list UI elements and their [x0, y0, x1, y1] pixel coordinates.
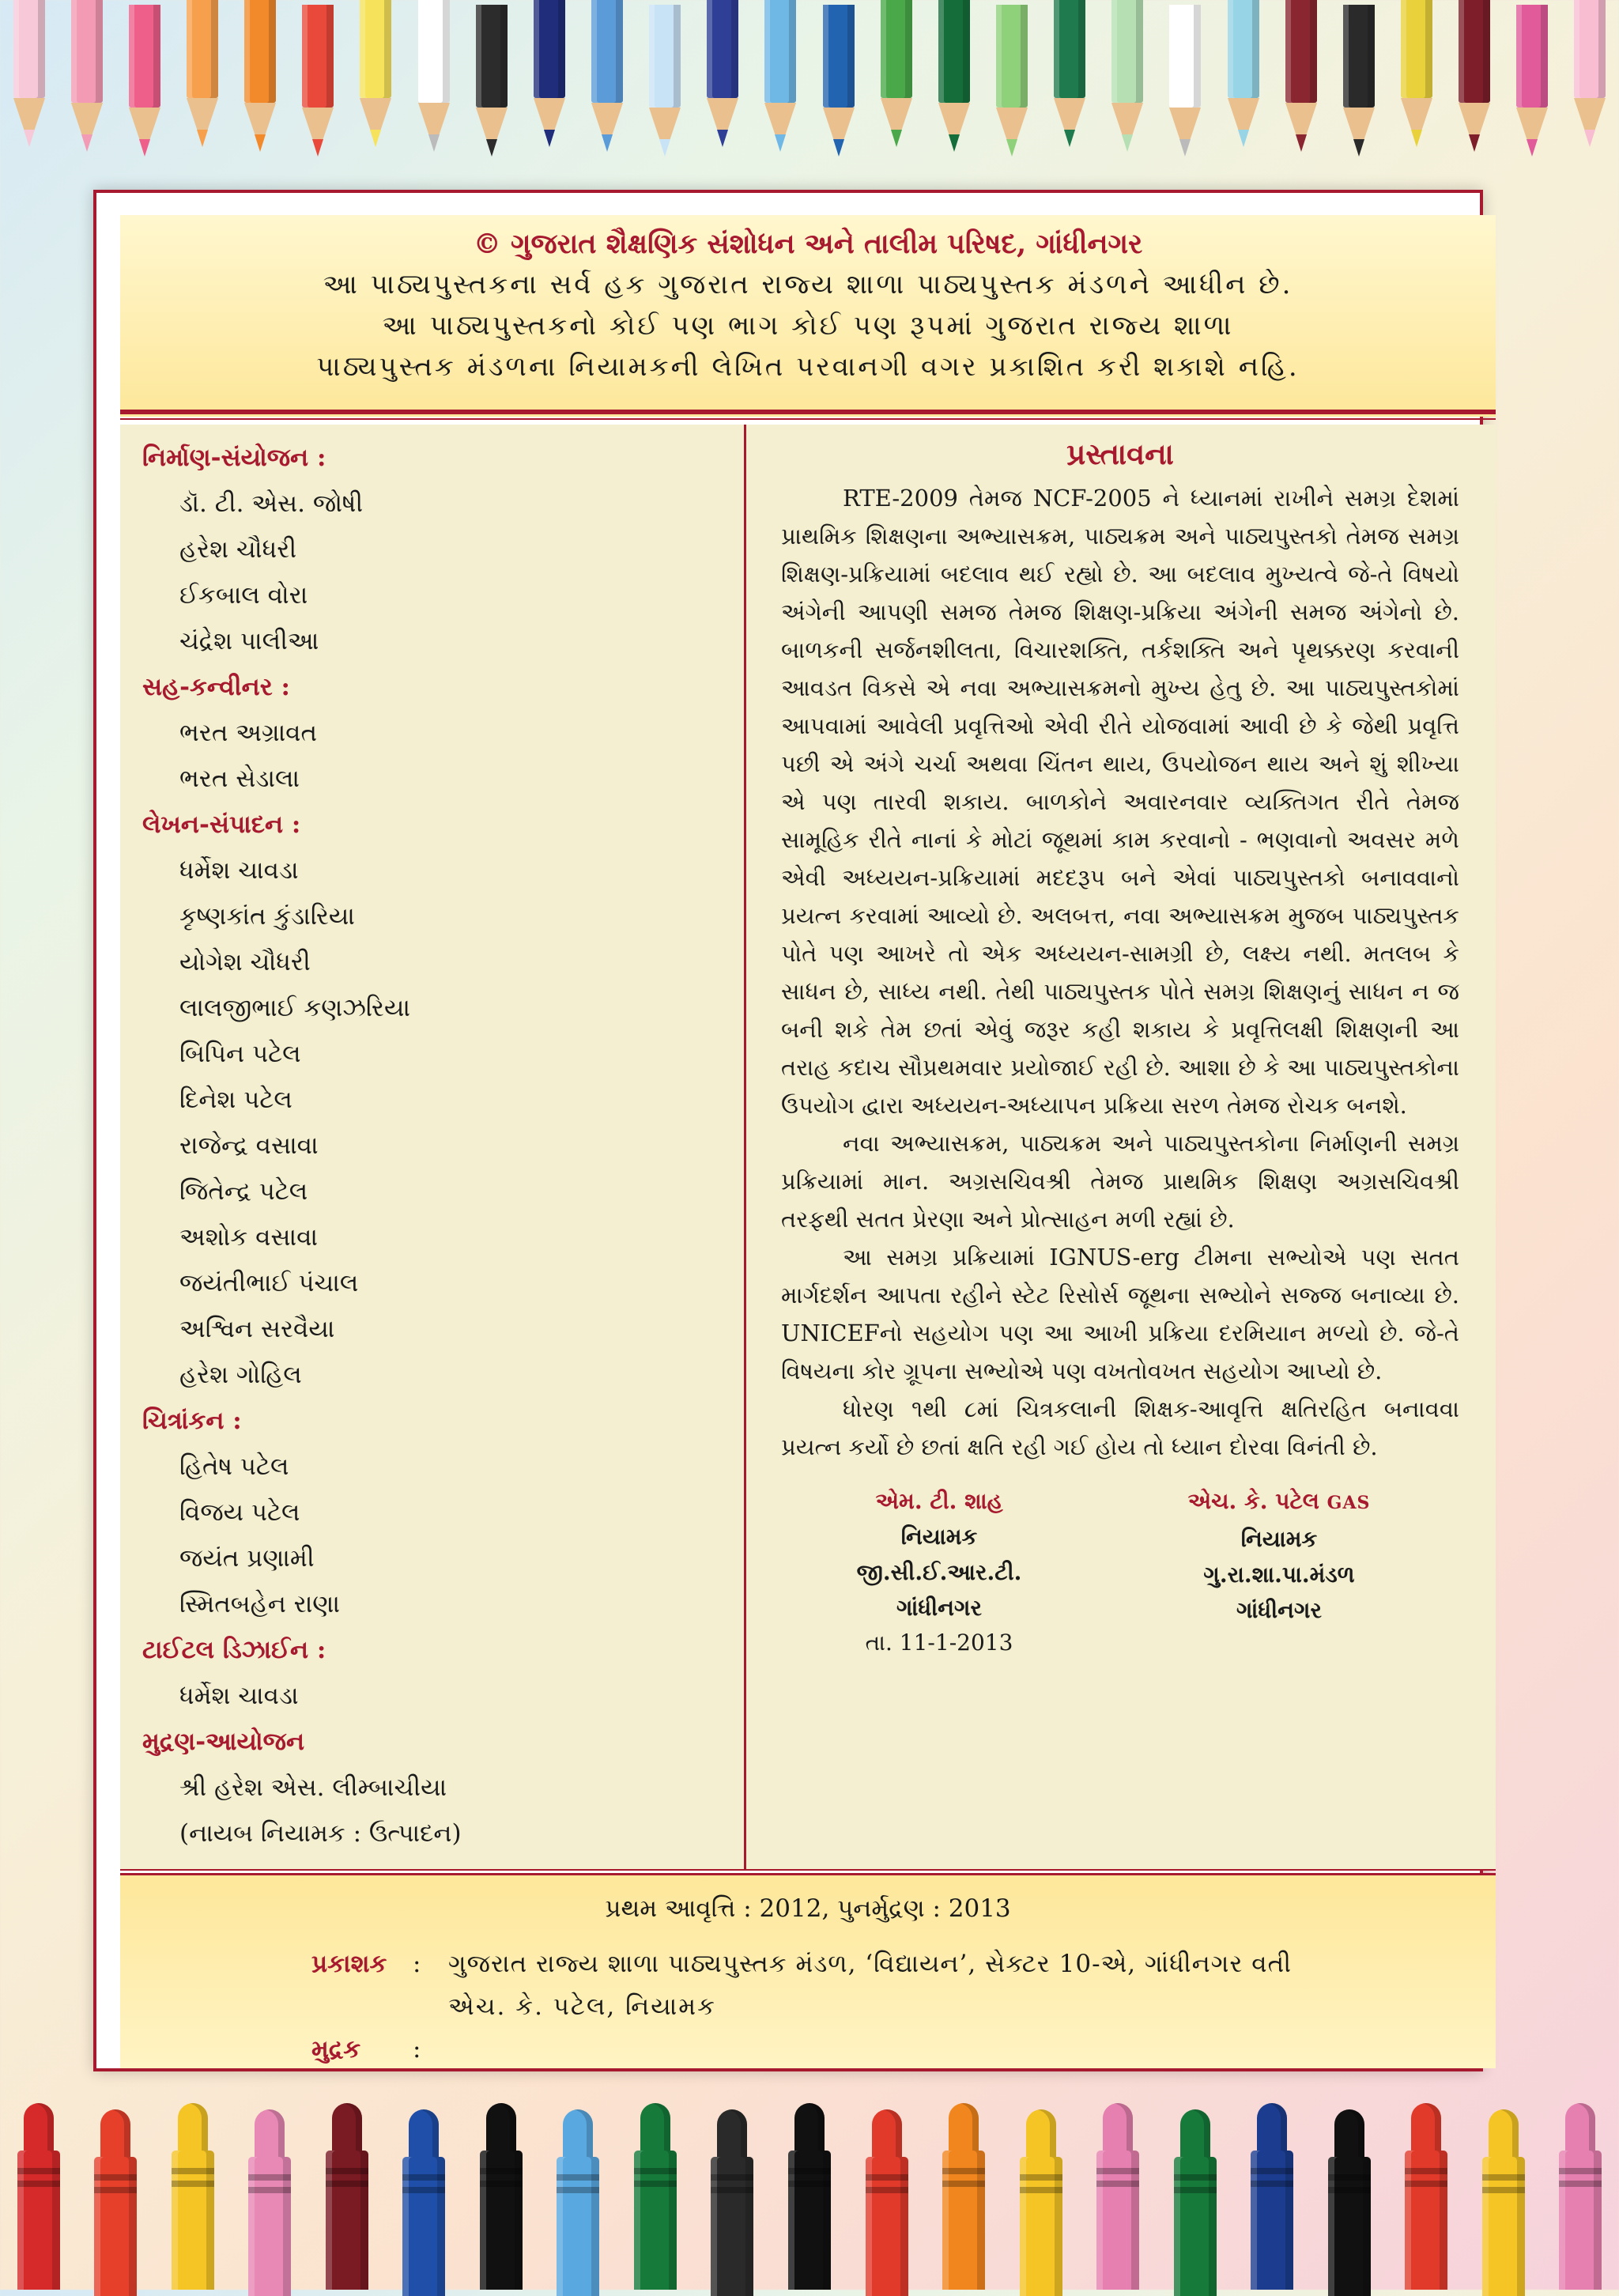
credit-name: ધર્મેશ ચાવડા: [179, 856, 299, 885]
preface-paragraph: આ સમગ્ર પ્રક્રિયામાં IGNUS-erg ટીમના સભ્યોએ પણ સતત માર્ગદર્શન આપતા રહીને સ્ટેટ રિસોર્સ જૂથના સભ્યોને સજ્જ બનાવ્યા છે. UNICEFનો સહયોગ પણ આ આખી પ્રક્રિયા દરમિયાન મળ્યો છે. જે-તે વિષયના કોર ગ્રૂપના સભ્યોએ પણ વખતોવખત સહયોગ આપ્યો છે.: [781, 1244, 1459, 1384]
crayon-tip: [178, 2103, 208, 2152]
signatory-suffix: GAS: [1327, 1493, 1371, 1513]
crayon-band: [942, 2181, 985, 2187]
crayon-tip: [409, 2109, 439, 2158]
crayon-band: [1405, 2181, 1447, 2187]
copyright-header: [120, 215, 1496, 417]
crayon-band: [1251, 2168, 1293, 2174]
pencil-icon: [13, 0, 45, 157]
pencil-shaft: [1516, 5, 1548, 108]
pencil-icon: [707, 0, 738, 157]
column-divider: [744, 425, 746, 1869]
pencil-tip: [1064, 130, 1075, 147]
pencil-shaft: [129, 5, 160, 108]
publisher-colon: :: [413, 1950, 421, 1978]
crayon-band: [94, 2187, 137, 2193]
crayon-band: [1405, 2168, 1447, 2174]
pencil-icon: [129, 5, 160, 167]
pencil-shaft: [707, 0, 738, 98]
pencil-tip: [659, 139, 670, 157]
crayon-band: [788, 2181, 831, 2187]
crayon-tip: [872, 2109, 902, 2158]
crayon-band: [326, 2168, 368, 2174]
credit-section-heading: લેખન-સંપાદન :: [142, 810, 301, 839]
crayon-band: [634, 2181, 677, 2187]
credit-name: જિતેન્દ્ર પટેલ: [179, 1177, 308, 1206]
pencil-icon: [418, 0, 450, 162]
crayon-icon: [17, 2103, 60, 2290]
preface-paragraph: ધોરણ ૧થી ૮માં ચિત્રકલાની શિક્ષક-આવૃત્તિ ક્ષતિરહિત બનાવવા પ્રયત્ન કર્યો છે છતાં ક્ષતિ રહી ગઈ હોય તો ધ્યાન દોરવા વિનંતી છે.: [781, 1395, 1459, 1460]
crayon-tip: [100, 2109, 130, 2158]
publisher-text: ગુજરાત રાજ્ય શાળા પાઠ્યપુસ્તક મંડળ, ‘વિદ્યાયન’, સેક્ટર 10-એ, ગાંધીનગર વતી: [448, 1950, 1293, 1978]
pencil-tip: [370, 130, 381, 147]
crayon-tip: [332, 2103, 362, 2152]
crayon-icon: [557, 2109, 599, 2296]
pencil-tip: [1238, 130, 1249, 147]
crayon-band: [711, 2174, 753, 2181]
credit-name: શ્રી હરેશ એસ. લીમ્બાચીયા: [179, 1773, 447, 1802]
pencil-shaft: [1054, 0, 1085, 98]
pencil-shaft: [360, 0, 391, 98]
credit-name: અશોક વસાવા: [179, 1223, 319, 1252]
pencil-tip: [139, 139, 150, 157]
signatures: [781, 1483, 1459, 1657]
crayon-icon: [1328, 2109, 1371, 2296]
publisher-text-line2: એચ. કે. પટેલ, નિયામક: [448, 1992, 716, 2021]
crayon-icon: [1405, 2103, 1447, 2290]
credit-name: ભરત સેડાલા: [179, 765, 300, 793]
pencil-icon: [1111, 0, 1143, 162]
credit-name: હરેશ ચૌધરી: [179, 535, 297, 564]
pencil-shaft: [1459, 0, 1490, 103]
crayon-icon: [711, 2109, 753, 2296]
copyright-line: પાઠ્યપુસ્તક મંડળના નિયામકની લેખિત પરવાનગી વગર પ્રકાશિત કરી શકાશે નહિ.: [316, 351, 1300, 383]
pencil-icon: [1228, 0, 1259, 157]
crayon-icon: [172, 2103, 214, 2290]
crayon-band: [1174, 2187, 1217, 2193]
signatory-name: એચ. કે. પટેલ GAS: [1187, 1488, 1371, 1514]
pencil-icon: [1459, 0, 1490, 162]
pencil-tip: [775, 134, 786, 152]
pencil-tip: [197, 130, 208, 147]
crayon-band: [402, 2187, 445, 2193]
crayon-band: [1482, 2187, 1525, 2193]
crayon-icon: [94, 2109, 137, 2296]
crayon-icon: [402, 2109, 445, 2296]
crayon-tip: [949, 2103, 979, 2152]
credit-name: દિનેશ પટેલ: [179, 1086, 292, 1114]
pencil-icon: [534, 0, 565, 157]
pencil-shaft: [1574, 0, 1606, 98]
pencil-tip: [312, 139, 323, 157]
pencil-shaft: [1228, 0, 1259, 98]
credit-name: હિતેષ પટેલ: [179, 1452, 289, 1481]
pencil-shaft: [13, 0, 45, 98]
pencil-shaft: [244, 0, 276, 103]
preface-paragraph: RTE-2009 તેમજ NCF-2005 ને ધ્યાનમાં રાખીને સમગ્ર દેશમાં પ્રાથમિક શિક્ષણના અભ્યાસક્રમ, પાઠ્યક્રમ અને પાઠ્યપુસ્તકો તેમજ સમગ્ર શિક્ષણ-પ્રક્રિયામાં બદલાવ થઈ રહ્યો છે. આ બદલાવ મુખ્યત્વે જે-તે વિષયો અંગેની આપણી સમજ તેમજ શિક્ષણ-પ્રક્રિયા અંગેની સમજ અંગેનો છે. બાળકની સર્જનશીલતા, વિચારશક્તિ, તર્કશક્તિ અને પૃથક્કરણ કરવાની આવડત વિકસે એ નવા અભ્યાસક્રમનો મુખ્ય હેતુ છે. આ પાઠ્યપુસ્તકોમાં આપવામાં આવેલી પ્રવૃત્તિઓ એવી રીતે યોજવામાં આવી છે કે જેથી પ્રવૃત્તિ પછી એ અંગે ચર્ચા અથવા ચિંતન થાય, ઉપયોજન થાય અને શું શીખ્યા એ પણ તારવી શકાય. બાળકોને અવારનવાર વ્યક્તિગત રીતે તેમજ સામૂહિક રીતે નાનાં કે મોટાં જૂથમાં કામ કરવાનો - ભણવાનો અવસર મળે એવી અધ્યયન-પ્રક્રિયામાં મદદરૂપ બને એવાં પાઠ્યપુસ્તકો બનાવવાનો પ્રયત્ન કરવામાં આવ્યો છે. અલબત્ત, નવા અભ્યાસક્રમ મુજબ પાઠ્યપુસ્તક પોતે પણ આખરે તો એક અધ્યયન-સામગ્રી છે, લક્ષ્ય નથી. મતલબ કે સાધન છે, સાધ્ય નથી. તેથી પાઠ્યપુસ્તક પોતે સમગ્ર શિક્ષણનું સાધન ન જ બની શકે તેમ છતાં એવું જરૂર કહી શકાય કે પ્રવૃત્તિલક્ષી શિક્ષણની આ તરાહ કદાચ સૌપ્રથમવાર પ્રયોજાઈ રહી છે. આશા છે કે આ પાઠ્યપુસ્તકોના ઉપયોગ દ્વારા અધ્યયન-અધ્યાપન પ્રક્રિયા સરળ તેમજ રોચક બનશે.: [781, 485, 1459, 1119]
signatory-role: નિયામક: [1240, 1526, 1318, 1552]
crayon-tip: [794, 2103, 825, 2152]
crayon-tip: [1103, 2103, 1133, 2152]
pencil-icon: [996, 5, 1028, 167]
crayon-icon: [1251, 2103, 1293, 2290]
pencil-tip: [717, 130, 728, 147]
pencil-shaft: [1401, 0, 1432, 98]
copyright-line: આ પાઠ્યપુસ્તકના સર્વ હક ગુજરાત રાજ્ય શાળા પાઠ્યપુસ્તક મંડળને આધીન છે.: [323, 269, 1293, 300]
crayon-tip: [255, 2109, 285, 2158]
pencil-tip: [1584, 130, 1595, 147]
preface-title: પ્રસ્તાવના: [1066, 436, 1174, 471]
pencil-shaft: [187, 0, 218, 98]
crayon-band: [1251, 2181, 1293, 2187]
crayon-band: [866, 2174, 908, 2181]
crayon-band: [557, 2187, 599, 2193]
signatory-org: જી.સી.ઈ.આર.ટી.: [856, 1559, 1022, 1585]
crayon-band: [788, 2168, 831, 2174]
pencil-icon: [1169, 5, 1201, 167]
printer-colon: :: [413, 2035, 421, 2064]
pencil-shaft: [418, 0, 450, 103]
signatory-org: ગુ.રા.શા.પા.મંડળ: [1203, 1562, 1355, 1588]
credit-name: જયંતીભાઈ પંચાલ: [179, 1269, 359, 1297]
pencil-tip: [1469, 134, 1480, 152]
crayon-icon: [942, 2103, 985, 2290]
pencil-icon: [881, 0, 912, 157]
pencil-shaft: [996, 5, 1028, 108]
crayon-band: [1020, 2187, 1062, 2193]
crayon-band: [1174, 2174, 1217, 2181]
crayon-band: [1559, 2168, 1602, 2174]
signatory-director-board: [1121, 1483, 1437, 1628]
crayon-band: [1559, 2181, 1602, 2187]
pencil-icon: [938, 0, 970, 162]
crayon-icon: [1482, 2109, 1525, 2296]
credit-name: (નાયબ નિયામક : ઉત્પાદન): [179, 1819, 462, 1848]
pencil-icon: [823, 5, 855, 167]
crayon-tip: [1565, 2103, 1595, 2152]
signatory-role: નિયામક: [900, 1524, 978, 1550]
crayon-tip: [1257, 2103, 1287, 2152]
pencil-shaft: [1343, 5, 1375, 108]
pencil-icon: [187, 0, 218, 157]
crayon-tip: [1489, 2109, 1519, 2158]
credit-name: ડૉ. ટી. એસ. જોષી: [179, 489, 364, 518]
crayon-icon: [866, 2109, 908, 2296]
crayon-tip: [1180, 2109, 1210, 2158]
crayon-tip: [24, 2103, 54, 2152]
crayon-icon: [1096, 2103, 1139, 2290]
pencil-icon: [1343, 5, 1375, 167]
edition-info: પ્રથમ આવૃત્તિ : 2012, પુનર્મુદ્રણ : 2013: [605, 1894, 1011, 1923]
crayon-band: [248, 2174, 291, 2181]
printer-label: મુદ્રક: [311, 2035, 361, 2064]
crayon-band: [480, 2181, 523, 2187]
credit-name: ઈકબાલ વોરા: [179, 581, 308, 610]
pencil-tip: [949, 134, 960, 152]
pencil-tip: [24, 130, 35, 147]
pencil-shaft: [302, 5, 334, 108]
credit-name: રાજેન્દ્ર વસાવા: [179, 1131, 319, 1160]
pencil-tip: [1527, 139, 1538, 157]
header-rule: [120, 410, 1496, 414]
credit-name: લાલજીભાઈ કણઝરિયા: [179, 994, 410, 1022]
pencil-icon: [244, 0, 276, 162]
pencil-shaft: [476, 5, 508, 108]
crayon-band: [866, 2187, 908, 2193]
crayon-border: [0, 2103, 1619, 2290]
preface-paragraph: નવા અભ્યાસક્રમ, પાઠ્યક્રમ અને પાઠ્યપુસ્તકોના નિર્માણની સમગ્ર પ્રક્રિયામાં માન. અગ્રસચિવશ્રી તેમજ પ્રાથમિક શિક્ષણ અગ્રસચિવશ્રી તરફથી સતત પ્રેરણા અને પ્રોત્સાહન મળી રહ્યાં છે.: [781, 1130, 1459, 1233]
pencil-icon: [764, 0, 796, 162]
credit-section-heading: સહ-કન્વીનર :: [142, 673, 290, 701]
publisher-label: પ્રકાશક: [311, 1950, 387, 1978]
pencil-shaft: [71, 0, 103, 103]
header-rule-thin: [120, 418, 1496, 420]
crayon-icon: [788, 2103, 831, 2290]
pencil-tip: [1122, 134, 1133, 152]
pencil-shaft: [591, 0, 623, 103]
pencil-tip: [255, 134, 266, 152]
pencil-icon: [591, 0, 623, 162]
copyright-line: આ પાઠ્યપુસ્તકનો કોઈ પણ ભાગ કોઈ પણ રૂપમાં ગુજરાત રાજ્ય શાળા: [382, 310, 1234, 342]
pencil-tip: [891, 130, 902, 147]
signatory-director-gcert: [781, 1483, 1097, 1626]
crayon-band: [172, 2168, 214, 2174]
pencil-icon: [1054, 0, 1085, 157]
crayon-band: [1096, 2181, 1139, 2187]
pencil-tip: [602, 134, 613, 152]
crayon-icon: [634, 2103, 677, 2290]
pencil-shaft: [823, 5, 855, 108]
pencil-tip: [1411, 130, 1422, 147]
pencil-tip: [1353, 139, 1364, 157]
credit-name: ધર્મેશ ચાવડા: [179, 1682, 299, 1710]
pencil-icon: [71, 0, 103, 162]
preface-column: [781, 435, 1459, 1657]
crayon-band: [480, 2168, 523, 2174]
pencil-tip: [544, 130, 555, 147]
preface-date: તા. 11-1-2013: [865, 1629, 1013, 1656]
crayon-tip: [563, 2109, 593, 2158]
crayon-band: [402, 2174, 445, 2181]
signatory-name: એમ. ટી. શાહ: [875, 1488, 1003, 1514]
crayon-icon: [1174, 2109, 1217, 2296]
signatory-place: ગાંધીનગર: [896, 1595, 982, 1621]
crayon-band: [172, 2181, 214, 2187]
credit-name: ચંદ્રેશ પાલીઆ: [179, 627, 319, 655]
crayon-band: [1096, 2168, 1139, 2174]
crayon-band: [1482, 2174, 1525, 2181]
pencil-shaft: [764, 0, 796, 103]
crayon-icon: [326, 2103, 368, 2290]
pencil-icon: [1401, 0, 1432, 157]
crayon-band: [1020, 2174, 1062, 2181]
credit-section-heading: ચિત્રાંકન :: [142, 1407, 242, 1435]
credit-name: બિપિન પટેલ: [179, 1040, 301, 1068]
crayon-band: [942, 2168, 985, 2174]
crayon-tip: [1411, 2103, 1441, 2152]
pencil-shaft: [1111, 0, 1143, 103]
crayon-band: [326, 2181, 368, 2187]
pencil-icon: [649, 5, 681, 167]
credit-name: સ્મિતબહેન રાણા: [179, 1590, 340, 1618]
signatory-place: ગાંધીનગર: [1236, 1597, 1322, 1623]
crayon-tip: [1334, 2109, 1364, 2158]
credit-name: હરેશ ગોહિલ: [179, 1361, 302, 1389]
pencil-icon: [1285, 0, 1317, 162]
crayon-band: [711, 2187, 753, 2193]
pencil-icon: [1516, 5, 1548, 167]
crayon-band: [17, 2168, 60, 2174]
pencil-icon: [1574, 0, 1606, 157]
crayon-icon: [1020, 2109, 1062, 2296]
pencil-tip: [81, 134, 92, 152]
pencil-tip: [1296, 134, 1307, 152]
crayon-band: [1328, 2187, 1371, 2193]
crayon-band: [94, 2174, 137, 2181]
publication-footer: [120, 1875, 1496, 2068]
crayon-band: [17, 2181, 60, 2187]
crayon-band: [557, 2174, 599, 2181]
footer-rule-thin: [120, 1869, 1496, 1871]
credit-section-heading: નિર્માણ-સંયોજન :: [142, 444, 326, 472]
crayon-tip: [486, 2103, 516, 2152]
credit-name: યોગેશ ચૌધરી: [179, 948, 311, 976]
crayon-icon: [248, 2109, 291, 2296]
crayon-icon: [1559, 2103, 1602, 2290]
pencil-tip: [428, 134, 440, 152]
pencil-icon: [476, 5, 508, 167]
crayon-tip: [717, 2109, 747, 2158]
pencil-shaft: [881, 0, 912, 98]
crayon-tip: [640, 2103, 670, 2152]
credit-name: વિજય પટેલ: [179, 1498, 300, 1527]
pencil-shaft: [1169, 5, 1201, 108]
credit-section-heading: મુદ્રણ-આયોજન: [142, 1728, 305, 1756]
credits-column: [142, 435, 727, 1856]
pencil-icon: [360, 0, 391, 157]
credit-name: કૃષ્ણકાંત કુંડારિયા: [179, 902, 355, 931]
pencil-shaft: [649, 5, 681, 108]
pencil-tip: [486, 139, 497, 157]
pencil-icon: [302, 5, 334, 167]
pencil-border: [0, 0, 1619, 170]
credit-section-heading: ટાઈટલ ડિઝાઈન :: [142, 1636, 326, 1664]
pencil-shaft: [1285, 0, 1317, 103]
crayon-icon: [480, 2103, 523, 2290]
pencil-tip: [1006, 139, 1017, 157]
pencil-shaft: [534, 0, 565, 98]
pencil-tip: [1179, 139, 1191, 157]
pencil-shaft: [938, 0, 970, 103]
pencil-tip: [833, 139, 844, 157]
crayon-band: [634, 2168, 677, 2174]
credit-name: ભરત અગ્રાવત: [179, 719, 318, 747]
copyright-title: © ગુજરાત શૈક્ષણિક સંશોધન અને તાલીમ પરિષદ, ગાંધીનગર: [473, 228, 1143, 260]
crayon-band: [248, 2187, 291, 2193]
credit-name: અશ્વિન સરવૈયા: [179, 1315, 335, 1343]
crayon-band: [1328, 2174, 1371, 2181]
crayon-tip: [1026, 2109, 1056, 2158]
credit-name: જયંત પ્રણામી: [179, 1544, 315, 1573]
